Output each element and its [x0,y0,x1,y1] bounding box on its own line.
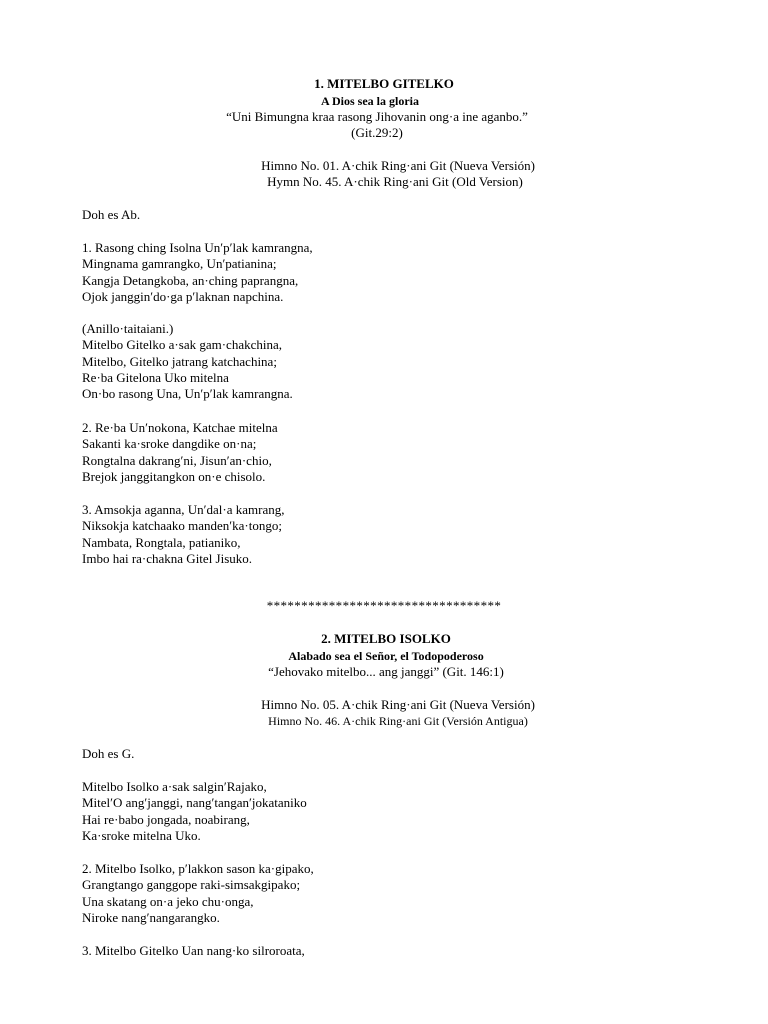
verse-line: 2. Re·ba Un′nokona, Katchae mitelna [82,420,278,435]
song1-hymn-old: Hymn No. 45. A·chik Ring·ani Git (Old Version) [267,174,523,189]
song2-quote: “Jehovako mitelbo... ang janggi” (Git. 146:1) [268,664,504,679]
verse-line: 1. Rasong ching Isolna Un′p′lak kamrangna, [82,240,313,255]
song2-verse2 [82,861,314,926]
song1-subtitle: A Dios sea la gloria [321,94,419,108]
verse-line: Rongtalna dakrang′ni, Jisun′an·chio, [82,452,272,468]
song1-title: 1. MITELBO GITELKO [314,76,454,91]
verse-line: Mitelbo Isolko a·sak salgin′Rajako, [82,779,267,794]
song2-key: Doh es G. [82,746,135,761]
verse-line: Una skatang on·a jeko chu·onga, [82,893,254,909]
song1-chorus [82,321,293,402]
verse-line: Ka·sroke mitelna Uko. [82,827,201,843]
song1-verse3 [82,502,284,567]
chorus-line: Re·ba Gitelona Uko mitelna [82,369,229,385]
song2-title: 2. MITELBO ISOLKO [321,631,451,646]
chorus-label: (Anillo·taitaiani.) [82,321,174,336]
verse-line: Ojok janggin′do·ga p′laknan napchina. [82,288,284,304]
verse-line: Imbo hai ra·chakna Gitel Jisuko. [82,550,253,566]
verse-line: Sakanti ka·sroke dangdike on·na; [82,436,257,452]
song1-hymn-new: Himno No. 01. A·chik Ring·ani Git (Nueva Versión) [261,158,535,173]
verse-line: Hai re·babo jongada, noabirang, [82,811,250,827]
chorus-line: Mitelbo Gitelko a·sak gam·chakchina, [82,337,282,353]
song1-quote: “Uni Bimungna kraa rasong Jihovanin ong·a ine aganbo.” [226,109,528,124]
verse-line: Niroke nang′nangarangko. [82,909,220,925]
verse-line: 2. Mitelbo Isolko, p′lakkon sason ka·gipako, [82,861,314,876]
chorus-line: On·bo rasong Una, Un′p′lak kamrangna. [82,386,293,402]
verse-line: Grangtango ganggope raki-simsakgipako; [82,877,301,893]
verse-line: Kangja Detangkoba, an·ching paprangna, [82,272,299,288]
song1-key: Doh es Ab. [82,207,141,222]
song2-hymn-old: Himno No. 46. A·chik Ring·ani Git (Versión Antigua) [268,714,528,728]
song1-reference: (Git.29:2) [351,125,403,140]
verse-line: Brejok janggitangkon on·e chisolo. [82,468,266,484]
song1-verse2 [82,420,278,485]
verse-line: 3. Mitelbo Gitelko Uan nang·ko silroroata, [82,943,305,958]
song2-verse3 [82,943,305,959]
verse-line: Niksokja katchaako manden′ka·tongo; [82,518,282,534]
song2-verse1 [82,779,307,844]
verse-line: Mingnama gamrangko, Un′patianina; [82,256,277,272]
song2-subtitle: Alabado sea el Señor, el Todopoderoso [288,649,484,663]
song1-verse1 [82,240,313,305]
section-separator: ********************************** [266,598,502,613]
verse-line: Mitel′O ang′janggi, nang′tangan′jokataniko [82,795,307,811]
chorus-line: Mitelbo, Gitelko jatrang katchachina; [82,353,277,369]
verse-line: 3. Amsokja aganna, Un′dal·a kamrang, [82,502,285,517]
song2-hymn-new: Himno No. 05. A·chik Ring·ani Git (Nueva Versión) [261,697,535,712]
verse-line: Nambata, Rongtala, patianiko, [82,534,241,550]
